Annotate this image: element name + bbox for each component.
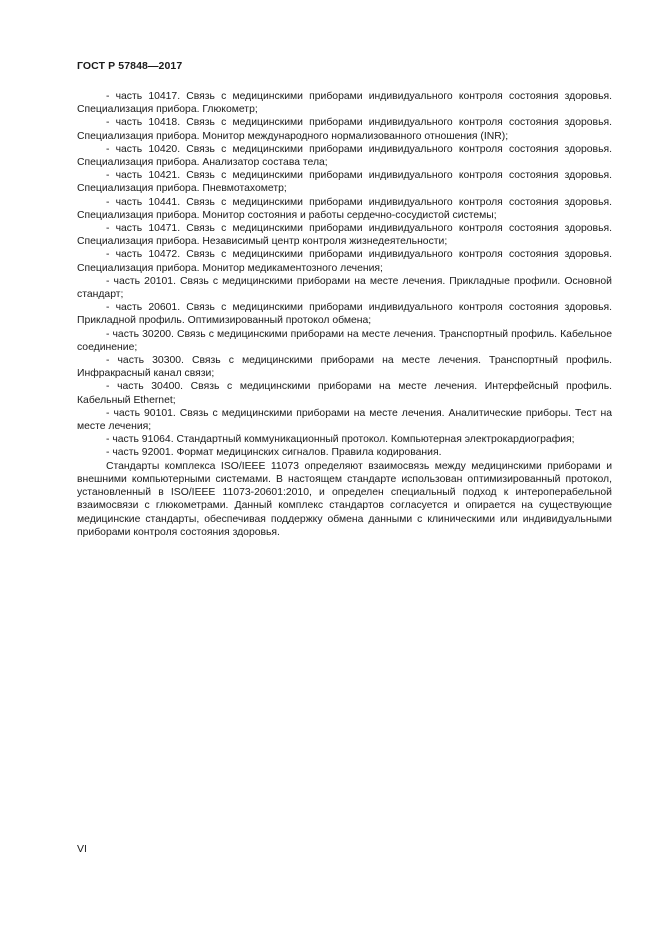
page-number: VI xyxy=(77,843,87,855)
list-item: - часть 10471. Связь с медицинскими приборами индивидуального контроля состояния здоровья. Специализация прибора. Независимый центр контроля жизнедеятельности; xyxy=(77,223,612,248)
list-item: - часть 30400. Связь с медицинскими приборами на месте лечения. Интерфейсный профиль. Кабельный Ethernet; xyxy=(77,381,612,406)
list-item: - часть 20101. Связь с медицинскими приборами на месте лечения. Прикладные профили. Основной стандарт; xyxy=(77,275,612,301)
list-item: - часть 10421. Связь с медицинскими приборами индивидуального контроля состояния здоровья. Специализация прибора. Пневмотахометр; xyxy=(77,170,612,195)
list-item: - часть 10420. Связь с медицинскими приборами индивидуального контроля состояния здоровья. Специализация прибора. Анализатор состава тела; xyxy=(77,143,612,169)
list-item: - часть 10472. Связь с медицинскими приборами индивидуального контроля состояния здоровья. Специализация прибора. Монитор медикаментозного лечения; xyxy=(77,249,612,274)
list-item: - часть 10418. Связь с медицинскими приборами индивидуального контроля состояния здоровья. Специализация прибора. Монитор международного нормализованного отношения (INR); xyxy=(77,117,612,142)
list-item: - часть 10417. Связь с медицинскими приборами индивидуального контроля состояния здоровья. Специализация прибора. Глюкометр; xyxy=(77,91,612,116)
list-item: - часть 92001. Формат медицинских сигналов. Правила кодирования. xyxy=(106,447,442,459)
list-item: - часть 91064. Стандартный коммуникационный протокол. Компьютерная электрокардиография; xyxy=(106,434,575,446)
body-text xyxy=(77,90,612,539)
body-paragraph: Стандарты комплекса ISO/IEEE 11073 определяют взаимосвязь между медицинскими приборами и внешними компьютерными системами. В настоящем стандарте использован оптимизированный протокол, установленный в ISO/IEEE 11073-20601:2010, и определен специальный подход к интероперабельной взаимосвязи с глюкометрами. Данный комплекс стандартов согласуется и опирается на существующие медицинские стандарты, обеспечивая поддержку обмена данными с клиническими или индивидуальными приборами контроля состояния здоровья. xyxy=(77,460,612,538)
list-item: - часть 90101. Связь с медицинскими приборами на месте лечения. Аналитические приборы. Тест на месте лечения; xyxy=(77,407,612,433)
list-item: - часть 30300. Связь с медицинскими приборами на месте лечения. Транспортный профиль. Инфракрасный канал связи; xyxy=(77,355,612,380)
document-header: ГОСТ Р 57848—2017 xyxy=(77,60,183,72)
list-item: - часть 10441. Связь с медицинскими приборами индивидуального контроля состояния здоровья. Специализация прибора. Монитор состояния и работы сердечно-сосудистой системы; xyxy=(77,196,612,221)
list-item: - часть 20601. Связь с медицинскими приборами индивидуального контроля состояния здоровья. Прикладной профиль. Оптимизированный протокол обмена; xyxy=(77,302,612,327)
list-item: - часть 30200. Связь с медицинскими приборами на месте лечения. Транспортный профиль. Кабельное соединение; xyxy=(77,328,612,353)
